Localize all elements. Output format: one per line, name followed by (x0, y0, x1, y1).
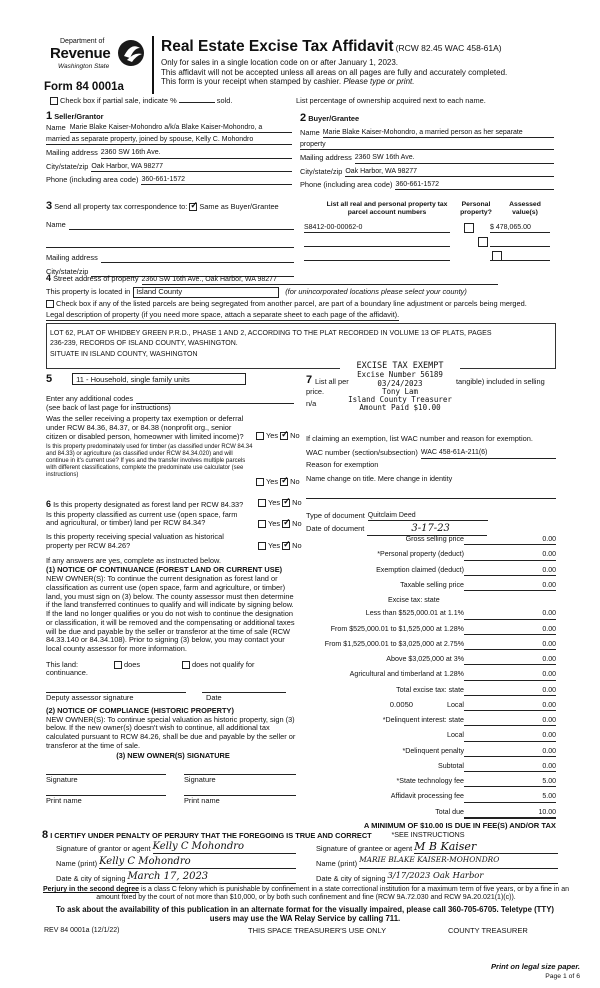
seller-title: Seller/Grantor (54, 112, 104, 121)
treasurer-use-label: THIS SPACE TREASURER'S USE ONLY (248, 926, 387, 935)
stamp-line-6: Amount Paid $10.00 (359, 403, 441, 413)
grantee-print-label: Name (print) (316, 859, 358, 869)
local-rate: 0.0050 (389, 699, 414, 709)
tier-2-field[interactable]: 0.00 (464, 626, 556, 635)
section-3-number: 3 (46, 200, 53, 212)
legal-desc-line-1: LOT 62, PLAT OF WHIDBEY GREEN P.R.D., PHASE 1 AND 2, ACCORDING TO THE PLAT RECORDED IN VOLUME 13 OF PLATS, PAGES (50, 329, 492, 337)
subtotal-field[interactable]: 0.00 (464, 763, 556, 772)
taxable-price-field[interactable]: 0.00 (464, 582, 556, 591)
located-in-label: This property is located in (46, 287, 131, 297)
wac-field[interactable]: WAC 458-61A-211(6) (421, 449, 556, 458)
corr-city-label: City/state/zip (46, 266, 89, 276)
doc-date-label: Date of document (306, 524, 365, 534)
section-4-number: 4 (46, 273, 52, 283)
form-number: Form 84 0001a (44, 81, 124, 93)
street-addr-field[interactable]: 2360 SW 16th Ave., Oak Harbor, WA 98277 (142, 276, 498, 285)
washington-state-text: Washington State (58, 63, 110, 70)
correspondence-section (46, 200, 294, 277)
historic-question: Is this property receiving special valuation as historical property per RCW 84.26? (46, 532, 224, 550)
rev-number: REV 84 0001a (12/1/22) (44, 927, 120, 934)
forest-yes-checkbox[interactable] (258, 499, 266, 507)
land-use-select[interactable]: 11 - Household, single family units (72, 373, 246, 385)
personal-property-checkbox-1[interactable] (464, 223, 474, 233)
section-1-number: 1 (46, 110, 53, 122)
header-line-1: Only for sales in a single location code on or after January 1, 2023. (161, 58, 399, 68)
legal-desc-label: Legal description of property (if you need more space, attach a separate sheet to each page of the affidavit). (46, 309, 400, 319)
grantor-signature[interactable]: Kelly C Mohondro (153, 841, 297, 854)
print-legal-note: Print on legal size paper. (490, 962, 580, 971)
doc-date-field[interactable]: 3-17-23 (367, 523, 487, 536)
section-5: 5 11 - Household, single family units Enter any additional codes (see back of last page for instructions) Was the seller receiving a property tax exemption or deferral under RCW 84.36, 84.37, or 84.38 (nonprofit org., senior citizen or disabled person, homeowner with limited income)? Yes ✓ No Is this property predominately used for timber (as classified under RCW 84.34 and 84.33) or agriculture (as classified under RCW 84.34.020) and will continue in it's current use? If yes and the transfer involves multiple parcels with different classifications, complete the predominate use calculator (see instructions) Yes ✓ No (46, 373, 294, 479)
same-as-buyer-label: Same as Buyer/Grantee (199, 202, 279, 211)
doc-type-field[interactable]: Quitclaim Deed (368, 512, 488, 521)
personal-col-header: Personal (461, 201, 491, 208)
reason-label: Reason for exemption (306, 459, 379, 469)
personal-property-checkbox-2[interactable] (478, 237, 488, 247)
notice-compliance-body: NEW OWNER(S): To continue special valuation as historic property, sign (3) below. If the new owner(s) doesn't wish to continue, all additional tax calculated pursuant to RCW 84.26, shall be due and payable by the seller or transferor at the time of sale. (46, 714, 296, 750)
current-use-yes-checkbox[interactable] (258, 520, 266, 528)
partial-sale-label: Check box if partial sale, indicate % (60, 96, 177, 105)
gross-price-field[interactable]: 0.00 (464, 536, 556, 545)
reason-field-line-2[interactable] (306, 498, 556, 499)
seller-name-label: Name (46, 122, 66, 132)
new-owner-sig-title: (3) NEW OWNER(S) SIGNATURE (116, 750, 230, 760)
tier-4-label: Above $3,025,000 at 3% (386, 655, 464, 664)
buyer-addr-field[interactable]: 2360 SW 16th Ave. (355, 154, 554, 163)
personal-list-label-c: price. (306, 387, 325, 396)
deputy-date-label: Date (206, 693, 222, 703)
section-8 (42, 829, 558, 884)
grantor-sig-label: Signature of grantor or agent (56, 844, 151, 854)
agri-field[interactable]: 0.00 (464, 671, 556, 680)
stamp-line-3: 03/24/2023 (377, 378, 423, 388)
does-not-label: does not qualify for (192, 659, 255, 669)
segregated-checkbox[interactable] (46, 300, 54, 308)
correspondence-label: Send all property tax correspondence to: (54, 202, 188, 211)
section-8-number: 8 (42, 829, 49, 841)
legal-desc-line-2: 236-239, RECORDS OF ISLAND COUNTY, WASHINGTON. (50, 340, 238, 348)
form-title: Real Estate Excise Tax Affidavit (161, 38, 394, 55)
corr-addr-field[interactable] (101, 254, 294, 263)
this-land-label: This land: (46, 659, 79, 669)
grantor-date-city[interactable]: March 17, 2023 (127, 871, 296, 884)
seller-city-label: City/state/zip (46, 161, 89, 171)
tech-fee-field[interactable]: 5.00 (464, 778, 556, 787)
segregated-label: Check box if any of the listed parcels are being segregated from another parcel, are part of a boundary line adjustment or parcels being merged. (56, 299, 527, 309)
tier-3-label: From $1,525,000.01 to $3,025,000 at 2.75% (324, 639, 464, 648)
if-yes-note: If any answers are yes, complete as instructed below. (46, 555, 221, 565)
exemption-deduct-field[interactable]: 0.00 (464, 567, 556, 576)
personal-deduct-label: *Personal property (deduct) (377, 550, 464, 559)
seller-city-field[interactable]: Oak Harbor, WA 98277 (91, 163, 292, 172)
tier-3-field[interactable]: 0.00 (464, 641, 556, 650)
grantee-date-label: Date & city of signing (316, 874, 386, 884)
header-line-3: This form is your receipt when stamped by cashier. (161, 77, 342, 87)
tier-1-label: Less than $525,000.01 at 1.1% (365, 609, 464, 618)
alt-format-notice: To ask about the availability of this publication in an alternate format for the visually impaired, please call 360-705-6705. Teletype (TTY) users may use the WA Relay Service by calling 711. (56, 905, 554, 923)
timber-yes-checkbox[interactable] (256, 478, 264, 486)
seller-name-field[interactable]: Marie Blake Kaiser-Mohondro a/k/a Blake Kaiser-Mohondro, a (70, 124, 292, 133)
grantee-date-city[interactable]: 3/17/2023 Oak Harbor (387, 871, 558, 884)
current-use-no-checkbox[interactable] (282, 520, 290, 528)
buyer-city-label: City/state/zip (300, 166, 343, 176)
total-due-field[interactable]: 10.00 (464, 809, 556, 819)
tax-calc (300, 535, 556, 839)
total-state-field[interactable]: 0.00 (464, 687, 556, 696)
notice-compliance-title: (2) NOTICE OF COMPLIANCE (HISTORIC PROPERTY) (46, 705, 234, 715)
dor-emblem-icon (116, 38, 148, 68)
exemption-yes-checkbox[interactable] (256, 432, 264, 440)
wac-label: WAC number (section/subsection) (306, 448, 418, 458)
interest-state-label: *Delinquent interest: state (382, 716, 464, 725)
aff-fee-field[interactable]: 5.00 (464, 793, 556, 802)
buyer-name-field-2[interactable]: property (300, 141, 554, 150)
stamp-line-2: Excise Number 56189 (357, 370, 443, 380)
same-as-buyer-checkbox[interactable] (189, 203, 197, 211)
seller-addr-field[interactable]: 2360 SW 16th Ave. (101, 149, 292, 158)
section-5-number: 5 (46, 373, 53, 385)
perjury-bold: Perjury in the second degree (42, 886, 140, 893)
section-7 (306, 374, 556, 536)
local-label: Local (447, 700, 464, 709)
county-treasurer-label: COUNTY TREASURER (448, 926, 528, 935)
corr-name-field[interactable] (69, 221, 294, 230)
revenue-text: Revenue (50, 45, 111, 62)
buyer-name-label: Name (300, 127, 320, 137)
buyer-section (300, 112, 554, 190)
stamp-line-1: EXCISE TAX EXEMPT (356, 361, 444, 371)
partial-sale-sold: sold. (216, 96, 233, 105)
stamp-line-5: Island County Treasurer (348, 395, 452, 405)
grantee-sig-label: Signature of grantee or agent (316, 844, 413, 854)
interest-local-label: Local (447, 731, 464, 740)
personal-deduct-field[interactable]: 0.00 (464, 551, 556, 560)
buyer-title: Buyer/Grantee (308, 114, 360, 123)
parcel-number-field-3[interactable] (304, 260, 450, 261)
additional-codes-label: Enter any additional codes (46, 393, 134, 403)
header-line-2: This affidavit will not be accepted unless all areas on all pages are fully and accurately completed. (161, 67, 508, 77)
page-number: Page 1 of 6 (545, 973, 580, 980)
property-section (46, 273, 556, 369)
claim-exemption-note: If claiming an exemption, list WAC number and reason for exemption. (306, 433, 533, 443)
assessed-col-header: Assessed (509, 201, 541, 208)
buyer-phone-field[interactable]: 360-661-1572 (395, 181, 554, 190)
historic-yes-checkbox[interactable] (258, 542, 266, 550)
section-7-number: 7 (306, 374, 313, 386)
grantor-date-label: Date & city of signing (56, 874, 126, 884)
grantor-print-label: Name (print) (56, 859, 98, 869)
agri-label: Agricultural and timberland at 1.28% (349, 670, 464, 679)
seller-addr-label: Mailing address (46, 148, 98, 158)
current-use-question: Is this property classified as current use (open space, farm and agricultural, or timber) land per RCW 84.34? (46, 509, 238, 528)
buyer-name-field[interactable]: Marie Blake Kaiser-Mohondro, a married person as her separate (323, 129, 554, 138)
ownership-note: List percentage of ownership acquired next to each name. (296, 96, 486, 105)
parcel-number-field-2[interactable] (304, 246, 450, 247)
legal-desc-line-3: SITUATE IN ISLAND COUNTY, WASHINGTON (50, 350, 198, 358)
total-state-label: Total excise tax: state (396, 685, 464, 694)
does-qualify-checkbox[interactable] (114, 661, 122, 669)
assessed-value-field-2[interactable] (490, 246, 550, 247)
grantee-signature[interactable]: M B Kaiser (414, 841, 558, 854)
does-label: does (124, 659, 141, 669)
interest-local-field[interactable]: 0.00 (464, 732, 556, 741)
partial-sale-checkbox[interactable] (50, 97, 58, 105)
taxable-price-label: Taxable selling price (400, 580, 464, 589)
notice-continuance-body: NEW OWNER(S): To continue the current designation as forest land or classification as current use (open space, farm and agriculture, or timber) land, you must sign on (3) below. The county assessor must then determine if the land transferred continues to qualify and will indicate by signing below. If the land no longer qualifies or you do not wish to continue the designation or classification, it will be removed and the compensating or additional taxes will be due and payable by the seller or transferor at the time of sale (RCW 84.33.140 or 84.34.108). Prior to signing (3) below, you may contact your local county assessor for more information. (46, 574, 295, 654)
personal-list-label-b: tangible) included in selling (456, 377, 545, 386)
exemption-deduct-label: Exemption claimed (deduct) (376, 565, 464, 574)
perjury-text: is a class C felony which is punishable by confinement in a state correctional institution for a maximum term of five years, or by a fine in an amount fixed by the court of not more than $10,000, or by both such confinement and fine (RCW 9A.72.030 and RCW 9A.20.021(1)(c)). (96, 886, 570, 902)
minimum-due-note: A MINIMUM OF $10.00 IS DUE IN FEE(S) AND/OR TAX (363, 820, 556, 830)
seller-phone-label: Phone (including area code) (46, 174, 139, 184)
penalty-field[interactable]: 0.00 (464, 748, 556, 757)
street-addr-label: Street address of property (53, 274, 139, 283)
tier-1-field[interactable]: 0.00 (464, 610, 556, 619)
section-6-number: 6 (46, 499, 52, 509)
grantee-print-name[interactable]: MARIE BLAKE KAISER-MOHONDRO (359, 856, 558, 869)
rcw-citation: (RCW 82.45 WAC 458-61A) (395, 43, 502, 53)
excise-state-label: Excise tax: state (388, 596, 440, 604)
parcel-number-field-1[interactable]: S8412-00-00062-0 (304, 224, 450, 233)
section-2-number: 2 (300, 112, 307, 124)
tech-fee-label: *State technology fee (396, 777, 464, 786)
buyer-addr-label: Mailing address (300, 153, 352, 163)
header-line-3b: Please type or print. (343, 77, 415, 87)
seller-name-field-2[interactable]: married as separate property, joined by spouse, Kelly C. Mohondro (46, 136, 292, 145)
seller-section (46, 110, 292, 185)
interest-state-field[interactable]: 0.00 (464, 717, 556, 726)
does-not-qualify-checkbox[interactable] (182, 661, 190, 669)
local-field[interactable]: 0.00 (464, 702, 556, 711)
notice-continuance-title: (1) NOTICE OF CONTINUANCE (FOREST LAND OR CURRENT USE) (46, 565, 283, 575)
corr-name-label: Name (46, 219, 66, 229)
deputy-sig-label: Deputy assessor signature (46, 693, 134, 703)
tier-2-label: From $525,000.01 to $1,525,000 at 1.28% (330, 624, 464, 633)
exemption-question: Was the seller receiving a property tax exemption or deferral under RCW 84.36, 84.37, or 84.38 (nonprofit org., senior citizen or disabled person, homeowner with limited income)? (46, 414, 244, 441)
gross-price-label: Gross selling price (405, 535, 464, 543)
dor-logo (44, 38, 154, 82)
certify-text: I CERTIFY UNDER PENALTY OF PERJURY THAT THE FOREGOING IS TRUE AND CORRECT (50, 831, 372, 840)
continuance-label: continuance. (46, 668, 88, 678)
tier-4-field[interactable]: 0.00 (464, 656, 556, 665)
seller-phone-field[interactable]: 360-661-1572 (141, 176, 292, 185)
perjury-notice (36, 886, 576, 902)
legal-desc-box[interactable] (46, 323, 556, 369)
doc-type-label: Type of document (306, 510, 365, 520)
header-divider (152, 36, 154, 94)
reason-field[interactable]: Name change on title. Mere change in identity (306, 474, 453, 484)
buyer-city-field[interactable]: Oak Harbor, WA 98277 (345, 168, 554, 177)
dept-of-text: Department of (60, 38, 105, 45)
exemption-no-checkbox[interactable] (280, 432, 288, 440)
aff-fee-label: Affidavit processing fee (390, 792, 464, 801)
stamp-line-4: Tony Lam (381, 386, 419, 396)
section-6: 6 Is this property designated as forest land per RCW 84.33? Yes ✓ No Is this property classified as current use (open space, farm and agricultural, or timber) land per RCW 84.34? Yes ✓ No Is this property receiving special valuation as historical property per RCW 84.26? Yes ✓ No If any answers are yes, complete as instructed below. (1) NOTICE OF CONTINUANCE (FOREST LAND OR CURRENT USE) NEW OWNER(S): To continue the current designation as forest land or classification as current use (open space, farm and agriculture, or timber) land, you must sign on (3) below. The county assessor must then determine if the land transferred continues to qualify and will indicate by signing below. If the land no longer qualifies or you do not wish to continue the designation or classification, it will be removed and the compensating or additional taxes will be due and payable by the seller or transferor at the time of sale (RCW 84.33.140 or 84.34.108). Prior to signing (3) below, you may contact your local county assessor for more information. This land: continuance. does does not qualify for Deputy assessor signature Date (2) NOTICE OF COMPLIANCE (HISTORIC PROPERTY) NEW OWNER(S): To continue special valuation as historic property, sign (3) below. If the new owner(s) doesn't wish to continue, all additional tax calculated pursuant to RCW 84.26, shall be due and payable by the seller or transferor at the time of sale. (3) NEW OWNER(S) SIGNATURE Signature Signature Print name Print name (46, 499, 300, 806)
corr-addr-label: Mailing address (46, 252, 98, 262)
assessed-value-field-1[interactable]: $ 478,065.00 (490, 224, 550, 233)
unincorporated-note: (for unincorporated locations please select your county) (285, 287, 467, 297)
county-select[interactable]: Island County (133, 287, 279, 298)
see-instructions-note: *SEE INSTRUCTIONS (391, 829, 465, 839)
parcel-col-header: List all real and personal property tax (326, 201, 448, 208)
total-due-label: Total due (435, 807, 464, 816)
timber-no-checkbox[interactable] (280, 478, 288, 486)
corr-name-field-2[interactable] (46, 239, 294, 248)
personal-list-label: List all per (315, 377, 349, 386)
form-title-block (161, 38, 581, 87)
see-back-note: (see back of last page for instructions) (46, 402, 171, 412)
buyer-phone-label: Phone (including area code) (300, 179, 393, 189)
subtotal-label: Subtotal (437, 761, 464, 770)
penalty-label: *Delinquent penalty (402, 746, 464, 755)
forest-question: Is this property designated as forest land per RCW 84.33? (53, 500, 244, 509)
forest-no-checkbox[interactable] (282, 499, 290, 507)
assessed-value-field-3[interactable] (490, 260, 550, 261)
historic-no-checkbox[interactable] (282, 542, 290, 550)
timber-question: Is this property predominately used for timber (as classified under RCW 84.34 and 84.33) or agriculture (as classified under RCW 84.34.020) and will continue in it's current use? If yes and the transfer involves multiple parcels with different classifications, complete the predominate use calculator (see instructions) (46, 443, 253, 478)
personal-list-na: n/a (306, 399, 317, 408)
partial-sale-row (50, 97, 300, 106)
grantor-print-name[interactable]: Kelly C Mohondro (99, 856, 296, 869)
